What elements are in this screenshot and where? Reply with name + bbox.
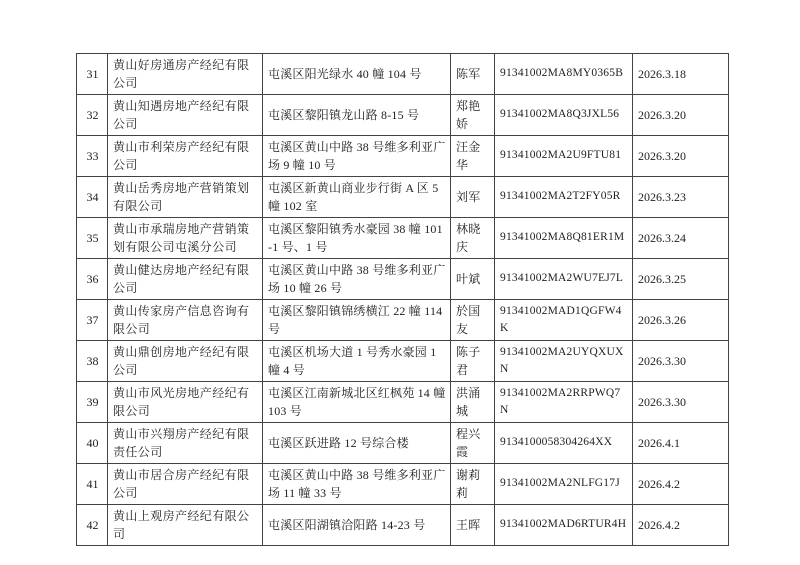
cell-row-number: 34 [77,177,108,218]
cell-credit-code: 91341002MA8Q81ER1M [495,218,633,259]
cell-row-number: 41 [77,464,108,505]
cell-row-number: 35 [77,218,108,259]
cell-address: 屯溪区黎阳镇锦绣横江 22 幢 114 号 [263,300,451,341]
cell-row-number: 31 [77,54,108,95]
cell-date: 2026.3.20 [633,95,729,136]
cell-row-number: 40 [77,423,108,464]
cell-row-number: 42 [77,505,108,546]
cell-company-name: 黄山鼎创房地产经纪有限公司 [108,341,263,382]
table-row [77,218,729,259]
cell-address: 屯溪区江南新城北区红枫苑 14 幢 103 号 [263,382,451,423]
cell-address: 屯溪区机场大道 1 号秀水豪园 1 幢 4 号 [263,341,451,382]
table-row [77,54,729,95]
table-row [77,259,729,300]
cell-date: 2026.3.24 [633,218,729,259]
cell-company-name: 黄山健达房地产经纪有限公司 [108,259,263,300]
table-row [77,382,729,423]
cell-date: 2026.3.30 [633,382,729,423]
cell-address: 屯溪区跃进路 12 号综合楼 [263,423,451,464]
cell-address: 屯溪区黄山中路 38 号维多利亚广场 11 幢 33 号 [263,464,451,505]
cell-date: 2026.3.30 [633,341,729,382]
cell-company-name: 黄山市居合房产经纪有限公司 [108,464,263,505]
cell-credit-code: 91341002MA2RRPWQ7N [495,382,633,423]
cell-credit-code: 91341002MA2T2FY05R [495,177,633,218]
cell-row-number: 37 [77,300,108,341]
table-row [77,505,729,546]
cell-date: 2026.4.2 [633,505,729,546]
cell-row-number: 38 [77,341,108,382]
cell-date: 2026.3.23 [633,177,729,218]
cell-address: 屯溪区黎阳镇龙山路 8-15 号 [263,95,451,136]
table-row [77,300,729,341]
table-row [77,95,729,136]
cell-row-number: 39 [77,382,108,423]
cell-date: 2026.3.20 [633,136,729,177]
cell-person-name: 洪涌城 [451,382,495,423]
cell-credit-code: 91341002MA2UYQXUXN [495,341,633,382]
cell-person-name: 汪金华 [451,136,495,177]
cell-person-name: 陈子君 [451,341,495,382]
cell-person-name: 於国友 [451,300,495,341]
cell-company-name: 黄山岳秀房地产营销策划有限公司 [108,177,263,218]
registry-table-body [77,54,729,546]
cell-company-name: 黄山知遇房地产经纪有限公司 [108,95,263,136]
cell-person-name: 郑艳娇 [451,95,495,136]
cell-date: 2026.4.2 [633,464,729,505]
cell-person-name: 谢莉莉 [451,464,495,505]
cell-company-name: 黄山市承瑞房地产营销策划有限公司屯溪分公司 [108,218,263,259]
cell-company-name: 黄山市兴翔房产经纪有限责任公司 [108,423,263,464]
company-registry-table [76,53,729,546]
table-row [77,423,729,464]
cell-company-name: 黄山上观房产经纪有限公司 [108,505,263,546]
cell-credit-code: 91341002MA2U9FTU81 [495,136,633,177]
cell-address: 屯溪区阳光绿水 40 幢 104 号 [263,54,451,95]
cell-address: 屯溪区黄山中路 38 号维多利亚广场 10 幢 26 号 [263,259,451,300]
cell-person-name: 刘军 [451,177,495,218]
table-row [77,341,729,382]
cell-row-number: 32 [77,95,108,136]
cell-credit-code: 91341002MA2NLFG17J [495,464,633,505]
cell-credit-code: 9134100058304264XX [495,423,633,464]
cell-company-name: 黄山好房通房产经纪有限公司 [108,54,263,95]
table-row [77,464,729,505]
cell-date: 2026.3.18 [633,54,729,95]
cell-company-name: 黄山市风光房地产经纪有限公司 [108,382,263,423]
cell-address: 屯溪区阳湖镇洽阳路 14-23 号 [263,505,451,546]
cell-address: 屯溪区黄山中路 38 号维多利亚广场 9 幢 10 号 [263,136,451,177]
cell-company-name: 黄山市利荣房产经纪有限公司 [108,136,263,177]
cell-credit-code: 91341002MAD1QGFW4K [495,300,633,341]
cell-credit-code: 91341002MAD6RTUR4H [495,505,633,546]
cell-date: 2026.3.26 [633,300,729,341]
cell-company-name: 黄山传家房产信息咨询有限公司 [108,300,263,341]
table-row [77,177,729,218]
cell-person-name: 王晖 [451,505,495,546]
table-row [77,136,729,177]
cell-credit-code: 91341002MA2WU7EJ7L [495,259,633,300]
cell-person-name: 叶斌 [451,259,495,300]
cell-row-number: 33 [77,136,108,177]
cell-date: 2026.3.25 [633,259,729,300]
cell-row-number: 36 [77,259,108,300]
cell-person-name: 陈军 [451,54,495,95]
cell-date: 2026.4.1 [633,423,729,464]
cell-credit-code: 91341002MA8MY0365B [495,54,633,95]
cell-address: 屯溪区新黄山商业步行街 A 区 5 幢 102 室 [263,177,451,218]
cell-address: 屯溪区黎阳镇秀水豪园 38 幢 101-1 号、1 号 [263,218,451,259]
cell-person-name: 林晓庆 [451,218,495,259]
cell-person-name: 程兴霞 [451,423,495,464]
cell-credit-code: 91341002MA8Q3JXL56 [495,95,633,136]
